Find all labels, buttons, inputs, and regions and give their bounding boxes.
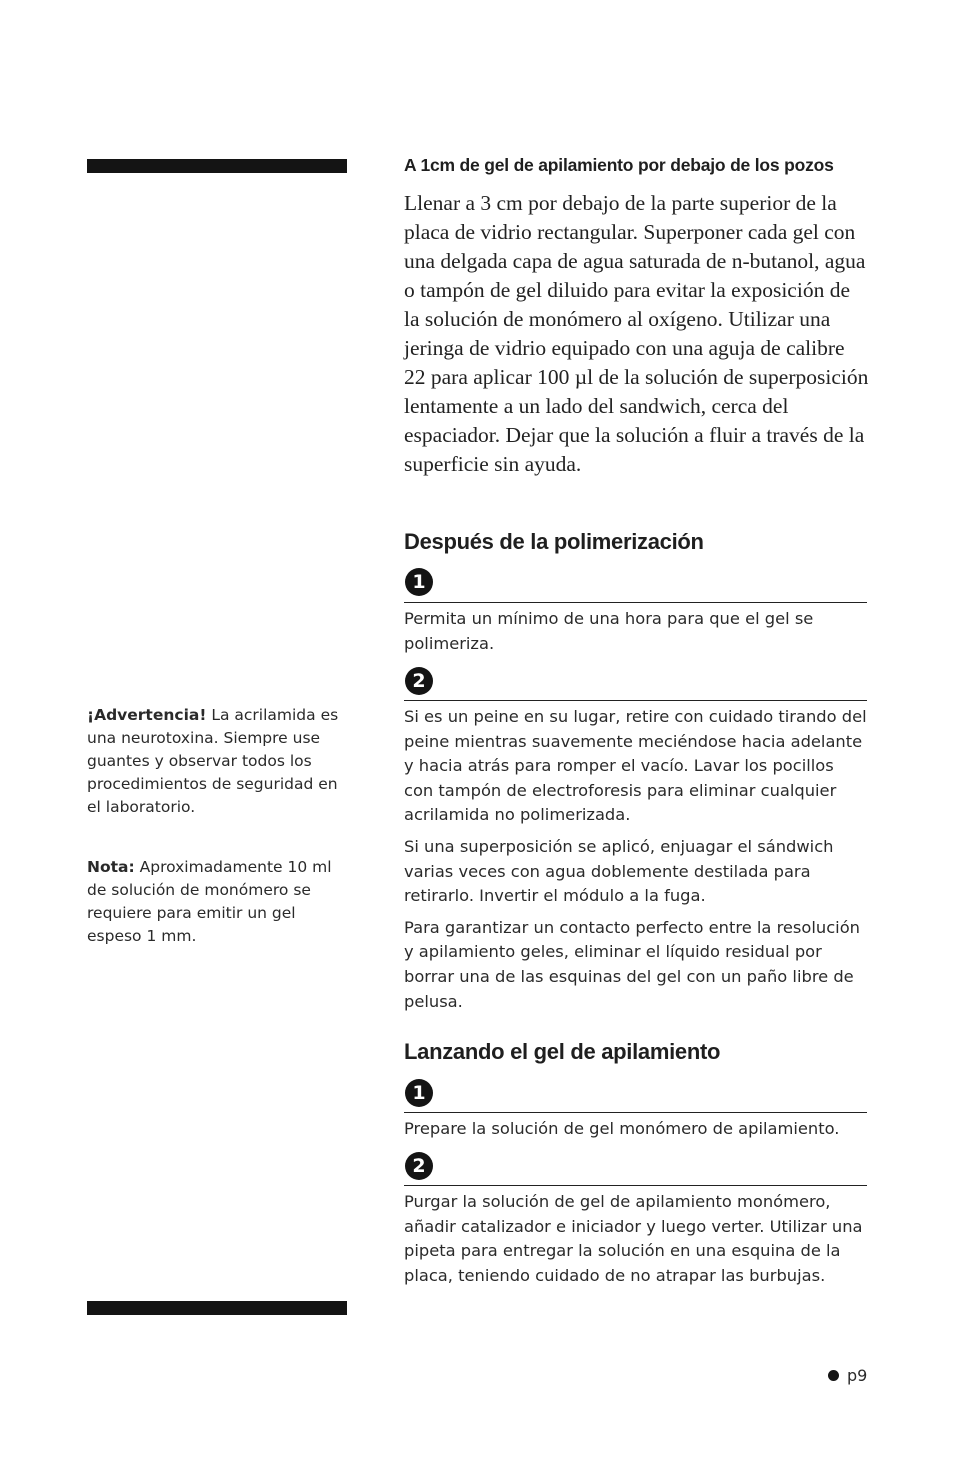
step-text — [404, 607, 868, 663]
page-number — [828, 1366, 867, 1385]
warning-note — [87, 704, 349, 819]
info-note — [87, 856, 349, 948]
step-text — [404, 1190, 868, 1295]
note-label: Nota: — [87, 858, 135, 876]
top-margin-bar — [87, 159, 347, 173]
intro-paragraph: Llenar a 3 cm por debajo de la parte superior de la placa de vidrio rectangular. Superponer cada gel con una delgada capa de agua saturada de n-butanol, agua o tampón de gel diluido para evitar la exposición de la solución de monómero al oxígeno. Utilizar una jeringa de vidrio equipado con una aguja de calibre 22 para aplicar 100 µl de la solución de superposición lentamente a un lado del sandwich, cerca del espaciador. Dejar que la solución a fluir a través de la superficie sin ayuda. — [404, 191, 869, 476]
step-paragraph: Permita un mínimo de una hora para que el gel se polimeriza. — [404, 609, 814, 653]
section-title-polymerization: Después de la polimerización — [404, 529, 704, 554]
step-number-icon: 1 — [405, 568, 433, 596]
step-divider — [404, 1112, 867, 1113]
step-paragraph: Prepare la solución de gel monómero de apilamiento. — [404, 1119, 840, 1138]
bottom-margin-bar — [87, 1301, 347, 1315]
warning-text: La acrilamida es una neurotoxina. Siempre use guantes y observar todos los procedimientos de seguridad en el laboratorio. — [87, 706, 339, 816]
step-divider — [404, 1185, 867, 1186]
page-number-label: p9 — [847, 1366, 868, 1385]
step-paragraph: Si una superposición se aplicó, enjuagar el sándwich varias veces con agua doblemente destilada para retirarlo. Invertir el módulo a la fuga. — [404, 836, 834, 906]
step-divider — [404, 602, 867, 603]
step-number-icon: 1 — [405, 1079, 433, 1107]
warning-label: ¡Advertencia! — [87, 706, 207, 724]
step-paragraph: Purgar la solución de gel de apilamiento monómero, añadir catalizador e iniciador y luego verter. Utilizar una pipeta para entregar la solución en una esquina de la placa, teniendo cuidado de no atrapar las burbujas. — [404, 1192, 863, 1285]
step-paragraph: Si es un peine en su lugar, retire con cuidado tirando del peine mientras suavemente meciéndose hacia adelante y hacia atrás para romper el vacío. Lavar los pocillos con tampón de electroforesis para eliminar cualquier acrilamida no polimerizada. — [404, 707, 867, 825]
subheading: A 1cm de gel de apilamiento por debajo de los pozos — [404, 155, 834, 175]
step-number-icon: 2 — [405, 1152, 433, 1180]
note-text: Aproximadamente 10 ml de solución de monómero se requiere para emitir un gel espeso 1 mm. — [87, 858, 332, 945]
step-divider — [404, 700, 867, 701]
step-number-icon: 2 — [405, 667, 433, 695]
section-title-stacking-gel: Lanzando el gel de apilamiento — [404, 1039, 721, 1064]
step-paragraph: Para garantizar un contacto perfecto entre la resolución y apilamiento geles, eliminar el líquido residual por borrar una de las esquinas del gel con un paño libre de pelusa. — [404, 917, 860, 1011]
step-text — [404, 1117, 868, 1149]
bullet-icon — [828, 1370, 839, 1381]
step-text — [404, 705, 868, 1021]
